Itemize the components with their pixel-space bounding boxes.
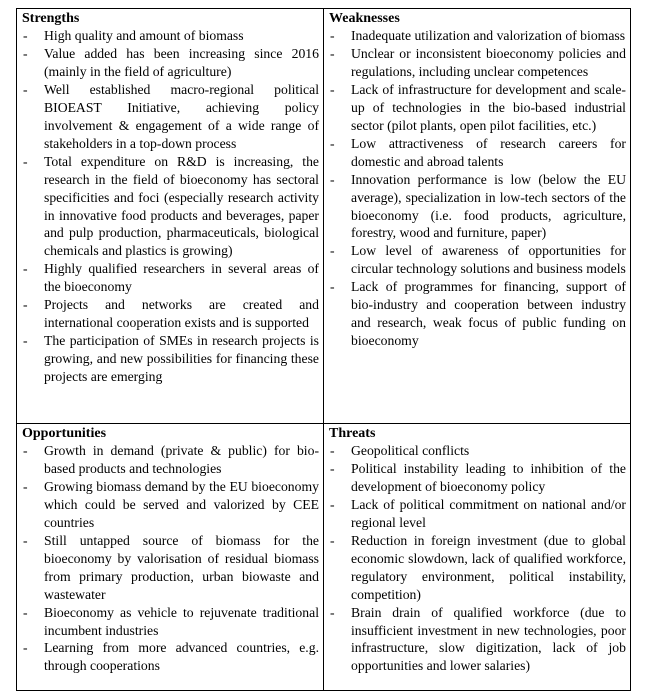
bullet-dash: - [330, 460, 335, 476]
strengths-item [22, 45, 319, 81]
threats-item [329, 460, 626, 496]
weaknesses-item-text: Lack of programmes for financing, support of bio-industry and cooperation between industry and research, weak focus of public funding on bioeconomy [351, 279, 626, 349]
bullet-dash: - [23, 478, 28, 494]
opportunities-cell [17, 424, 324, 691]
strengths-item-text: Well established macro-regional political BIOEAST Initiative, achieving policy involvement & engagement of a wide range of stakeholders in a top-down process [44, 81, 319, 151]
threats-item [329, 532, 626, 604]
bullet-dash: - [23, 532, 28, 548]
bullet-dash: - [23, 153, 28, 169]
strengths-item-text: High quality and amount of biomass [44, 28, 244, 43]
bullet-dash: - [330, 243, 335, 259]
bullet-dash: - [330, 135, 335, 151]
threats-item-text: Political instability leading to inhibition of the development of bioeconomy policy [351, 460, 626, 494]
strengths-item [22, 260, 319, 296]
weaknesses-item-text: Low attractiveness of research careers for domestic and abroad talents [351, 135, 626, 169]
strengths-item-text: Value added has been increasing since 2016 (mainly in the field of agriculture) [44, 45, 319, 79]
opportunities-item [22, 478, 319, 532]
bullet-dash: - [330, 81, 335, 97]
strengths-item [22, 296, 319, 332]
bullet-dash: - [330, 532, 335, 548]
strengths-heading: Strengths [22, 11, 80, 26]
threats-heading: Threats [329, 426, 376, 441]
strengths-item [22, 27, 319, 45]
opportunities-item-text: Learning from more advanced countries, e.g. through cooperations [44, 640, 319, 674]
weaknesses-item [329, 171, 626, 243]
threats-item-text: Geopolitical conflicts [351, 443, 470, 458]
weaknesses-item [329, 135, 626, 171]
bullet-dash: - [23, 28, 28, 43]
weaknesses-cell [324, 9, 631, 424]
opportunities-heading: Opportunities [22, 426, 107, 441]
bullet-dash: - [23, 640, 28, 656]
bullet-dash: - [330, 496, 335, 512]
threats-item [329, 496, 626, 532]
swot-table [16, 8, 631, 691]
opportunities-item [22, 604, 319, 640]
opportunities-item [22, 532, 319, 604]
bullet-dash: - [23, 604, 28, 620]
strengths-item-text: Total expenditure on R&D is increasing, the research in the field of bioeconomy has sectoral specificities and foci (especially research activity in innovative food products and beverages, paper and pulp production, pharmaceuticals, biological chemicals and plastics is growing) [44, 153, 319, 259]
opportunities-list [22, 442, 319, 675]
swot-row-bottom [17, 424, 631, 691]
bullet-dash: - [330, 604, 335, 620]
strengths-item-text: Projects and networks are created and international cooperation exists and is supported [44, 297, 319, 331]
threats-item-text: Lack of political commitment on national and/or regional level [351, 496, 626, 530]
threats-item [329, 442, 626, 460]
weaknesses-heading: Weaknesses [329, 11, 400, 26]
strengths-list [22, 27, 319, 386]
bullet-dash: - [330, 279, 335, 295]
threats-cell [324, 424, 631, 691]
bullet-dash: - [23, 333, 28, 349]
weaknesses-item-text: Innovation performance is low (below the EU average), specialization in low-tech sectors of the bioeconomy (i.e. food products, agriculture, forestry, wood and furniture, paper) [351, 171, 626, 241]
threats-item [329, 604, 626, 676]
threats-item-text: Reduction in foreign investment (due to global economic slowdown, lack of qualified workforce, regulatory environment, political instability, competition) [351, 532, 626, 602]
threats-item-text: Brain drain of qualified workforce (due to insufficient investment in new technologies, poor infrastructure, slow digitization, lack of job opportunities and lower salaries) [351, 604, 626, 674]
weaknesses-item-text: Inadequate utilization and valorization of biomass [351, 28, 626, 43]
weaknesses-list [329, 27, 626, 350]
weaknesses-item-text: Lack of infrastructure for development and scale-up of technologies in the bio-based industrial sector (pilot plants, open pilot facilities, etc.) [351, 81, 626, 133]
weaknesses-item [329, 81, 626, 135]
bullet-dash: - [330, 28, 335, 43]
opportunities-item [22, 639, 319, 675]
bullet-dash: - [23, 443, 28, 458]
bullet-dash: - [330, 45, 335, 61]
weaknesses-item-text: Unclear or inconsistent bioeconomy policies and regulations, including unclear competences [351, 45, 626, 79]
opportunities-item-text: Still untapped source of biomass for the bioeconomy by valorisation of residual biomass from primary production, urban biowaste and wastewater [44, 532, 319, 602]
weaknesses-item [329, 278, 626, 350]
strengths-cell [17, 9, 324, 424]
opportunities-item-text: Growing biomass demand by the EU bioeconomy which could be served and valorized by CEE countries [44, 478, 319, 530]
strengths-item [22, 332, 319, 386]
weaknesses-item-text: Low level of awareness of opportunities for circular technology solutions and business models [351, 243, 626, 277]
strengths-item-text: The participation of SMEs in research projects is growing, and new possibilities for financing these projects are emerging [44, 333, 319, 385]
strengths-item [22, 153, 319, 261]
bullet-dash: - [23, 297, 28, 313]
weaknesses-item [329, 27, 626, 45]
threats-list [329, 442, 626, 675]
bullet-dash: - [23, 261, 28, 277]
bullet-dash: - [23, 81, 28, 97]
strengths-item [22, 81, 319, 153]
weaknesses-item [329, 45, 626, 81]
opportunities-item-text: Growth in demand (private & public) for bio-based products and technologies [44, 443, 319, 476]
opportunities-item [22, 442, 319, 478]
opportunities-item-text: Bioeconomy as vehicle to rejuvenate traditional incumbent industries [44, 604, 319, 638]
bullet-dash: - [330, 443, 335, 458]
weaknesses-item [329, 242, 626, 278]
bullet-dash: - [23, 45, 28, 61]
bullet-dash: - [330, 171, 335, 187]
swot-row-top [17, 9, 631, 424]
strengths-item-text: Highly qualified researchers in several areas of the bioeconomy [44, 261, 319, 295]
